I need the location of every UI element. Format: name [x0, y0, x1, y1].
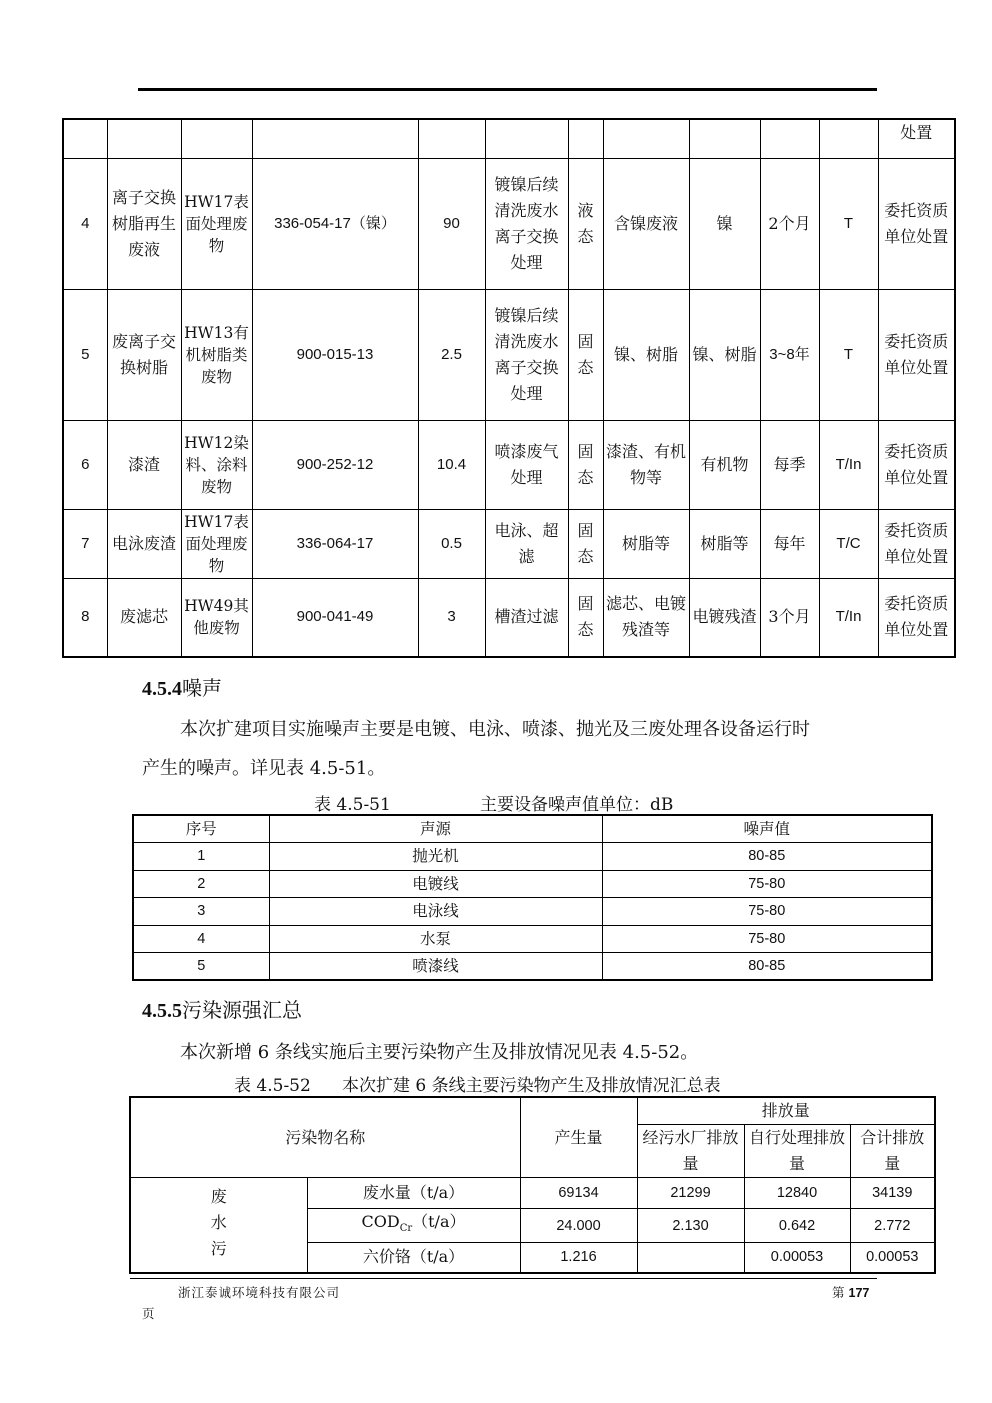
- table-row: 5 喷漆线 80-85: [133, 953, 932, 981]
- section-title: 污染源强汇总: [182, 998, 302, 1022]
- table-row: [63, 158, 955, 289]
- disposal-cell: 处置: [878, 119, 955, 158]
- section-number: 4.5.4: [142, 678, 182, 700]
- hazard-component: 有机物: [689, 420, 760, 509]
- waste-name: 废滤芯: [107, 578, 181, 657]
- hazard-property: T/In: [819, 420, 878, 509]
- waste-code: 900-252-12: [252, 420, 418, 509]
- table-caption-label: 表 4.5-52: [234, 1076, 311, 1096]
- paragraph-line: 本次新增 6 条线实施后主要污染物产生及排放情况见表 4.5-52。: [180, 1042, 699, 1063]
- main-component: 漆渣、有机物等: [603, 420, 689, 509]
- cycle: 每季: [760, 420, 819, 509]
- disposal: 委托资质单位处置: [878, 509, 955, 578]
- column-header: 合计排放量: [850, 1125, 935, 1178]
- hazard-property: T/In: [819, 578, 878, 657]
- waste-form: 固态: [568, 578, 603, 657]
- pollutant-item: 废水量（t/a）: [307, 1178, 520, 1209]
- hazard-component: 电镀残渣: [689, 578, 760, 657]
- main-component: 含镍废液: [603, 158, 689, 289]
- hazard-component: 镍、树脂: [689, 289, 760, 420]
- pollutant-summary-table: [129, 1096, 936, 1274]
- waste-code: 336-054-17（镍）: [252, 158, 418, 289]
- hazard-property: T/C: [819, 509, 878, 578]
- waste-source: 镀镍后续清洗废水离子交换处理: [485, 158, 568, 289]
- table-row: $COD_{Cr}(t/a)$ 24.000 2.130 0.642 2.772: [130, 1209, 935, 1243]
- waste-source: 电泳、超滤: [485, 509, 568, 578]
- pollutant-item: $COD_{Cr}(t/a)$: [307, 1209, 520, 1243]
- hazard-property: T: [819, 158, 878, 289]
- cycle: 每年: [760, 509, 819, 578]
- section-number: 4.5.5: [142, 1000, 182, 1022]
- cycle: 3~8年: [760, 289, 819, 420]
- waste-name: 电泳废渣: [107, 509, 181, 578]
- footer-company: 浙江泰诚环境科技有限公司: [178, 1285, 341, 1300]
- pollutant-item: 六价铬（t/a）: [307, 1243, 520, 1273]
- column-header: 声源: [269, 815, 602, 843]
- footer-page-number: 第 177: [832, 1285, 870, 1300]
- footer-rule: [130, 1278, 877, 1279]
- hazard-component: 树脂等: [689, 509, 760, 578]
- column-header: 噪声值: [602, 815, 932, 843]
- table-row: [63, 509, 955, 578]
- column-header: 产生量: [520, 1097, 637, 1178]
- waste-code: 336-064-17: [252, 509, 418, 578]
- waste-category: HW13有机树脂类废物: [181, 289, 252, 420]
- waste-category: HW17表面处理废物: [181, 158, 252, 289]
- waste-form: 液态: [568, 158, 603, 289]
- main-component: 滤芯、电镀残渣等: [603, 578, 689, 657]
- row-number: 4: [63, 158, 107, 289]
- waste-source: 镀镍后续清洗废水离子交换处理: [485, 289, 568, 420]
- footer-page-suffix: 页: [142, 1306, 155, 1321]
- table-header-row: [133, 815, 932, 843]
- waste-amount: 10.4: [418, 420, 485, 509]
- waste-form: 固态: [568, 509, 603, 578]
- row-number: 8: [63, 578, 107, 657]
- pollution-paragraph: [142, 1033, 882, 1072]
- column-header: 污染物名称: [130, 1097, 520, 1178]
- column-header: 排放量: [637, 1097, 935, 1125]
- waste-form: 固态: [568, 289, 603, 420]
- table-row: 1 抛光机 80-85: [133, 843, 932, 871]
- table-row: 六价铬（t/a） 1.216 0.00053 0.00053: [130, 1243, 935, 1273]
- table-row: [63, 119, 955, 158]
- row-number: 5: [63, 289, 107, 420]
- waste-category: HW12染料、涂料废物: [181, 420, 252, 509]
- paragraph-line: 本次扩建项目实施噪声主要是电镀、电泳、喷漆、抛光及三废处理各设备运行时: [180, 719, 810, 740]
- row-number: 6: [63, 420, 107, 509]
- disposal: 委托资质单位处置: [878, 578, 955, 657]
- group-label: 废水污: [130, 1178, 307, 1273]
- table-row: 2 电镀线 75-80: [133, 870, 932, 898]
- hazardous-waste-table: [62, 118, 956, 658]
- noise-table: [132, 814, 933, 981]
- hazard-property: T: [819, 289, 878, 420]
- table-header-row: [130, 1097, 935, 1125]
- cycle: 2个月: [760, 158, 819, 289]
- table-row: [63, 289, 955, 420]
- disposal: 委托资质单位处置: [878, 158, 955, 289]
- section-heading-pollution: [142, 994, 302, 1023]
- disposal: 委托资质单位处置: [878, 289, 955, 420]
- paragraph-line: 产生的噪声。详见表 4.5-51。: [142, 758, 386, 779]
- waste-code: 900-015-13: [252, 289, 418, 420]
- cycle: 3个月: [760, 578, 819, 657]
- hazard-component: 镍: [689, 158, 760, 289]
- noise-paragraph: [142, 710, 882, 788]
- waste-source: 喷漆废气处理: [485, 420, 568, 509]
- waste-amount: 90: [418, 158, 485, 289]
- table-caption-label: 表 4.5-51: [314, 795, 391, 815]
- header-rule: [138, 88, 877, 91]
- waste-form: 固态: [568, 420, 603, 509]
- table-row: 废水污 废水量（t/a） 69134 21299 12840 34139: [130, 1178, 935, 1209]
- main-component: 镍、树脂: [603, 289, 689, 420]
- table-row: [63, 420, 955, 509]
- waste-category: HW49其他废物: [181, 578, 252, 657]
- column-header: 序号: [133, 815, 269, 843]
- waste-source: 槽渣过滤: [485, 578, 568, 657]
- section-title: 噪声: [182, 676, 222, 700]
- section-heading-noise: [142, 672, 222, 701]
- main-component: 树脂等: [603, 509, 689, 578]
- waste-name: 漆渣: [107, 420, 181, 509]
- table-row: 4 水泵 75-80: [133, 925, 932, 953]
- table-caption-title: 主要设备噪声值单位：dB: [480, 795, 674, 815]
- waste-amount: 3: [418, 578, 485, 657]
- row-number: 7: [63, 509, 107, 578]
- column-header: 自行处理排放量: [744, 1125, 850, 1178]
- waste-amount: 0.5: [418, 509, 485, 578]
- waste-category: HW17表面处理废物: [181, 509, 252, 578]
- column-header: 经污水厂排放量: [637, 1125, 744, 1178]
- waste-name: 离子交换树脂再生废液: [107, 158, 181, 289]
- table-caption-title: 本次扩建 6 条线主要污染物产生及排放情况汇总表: [342, 1076, 721, 1096]
- table-row: 3 电泳线 75-80: [133, 898, 932, 926]
- waste-code: 900-041-49: [252, 578, 418, 657]
- waste-name: 废离子交换树脂: [107, 289, 181, 420]
- table-row: [63, 578, 955, 657]
- waste-amount: 2.5: [418, 289, 485, 420]
- disposal: 委托资质单位处置: [878, 420, 955, 509]
